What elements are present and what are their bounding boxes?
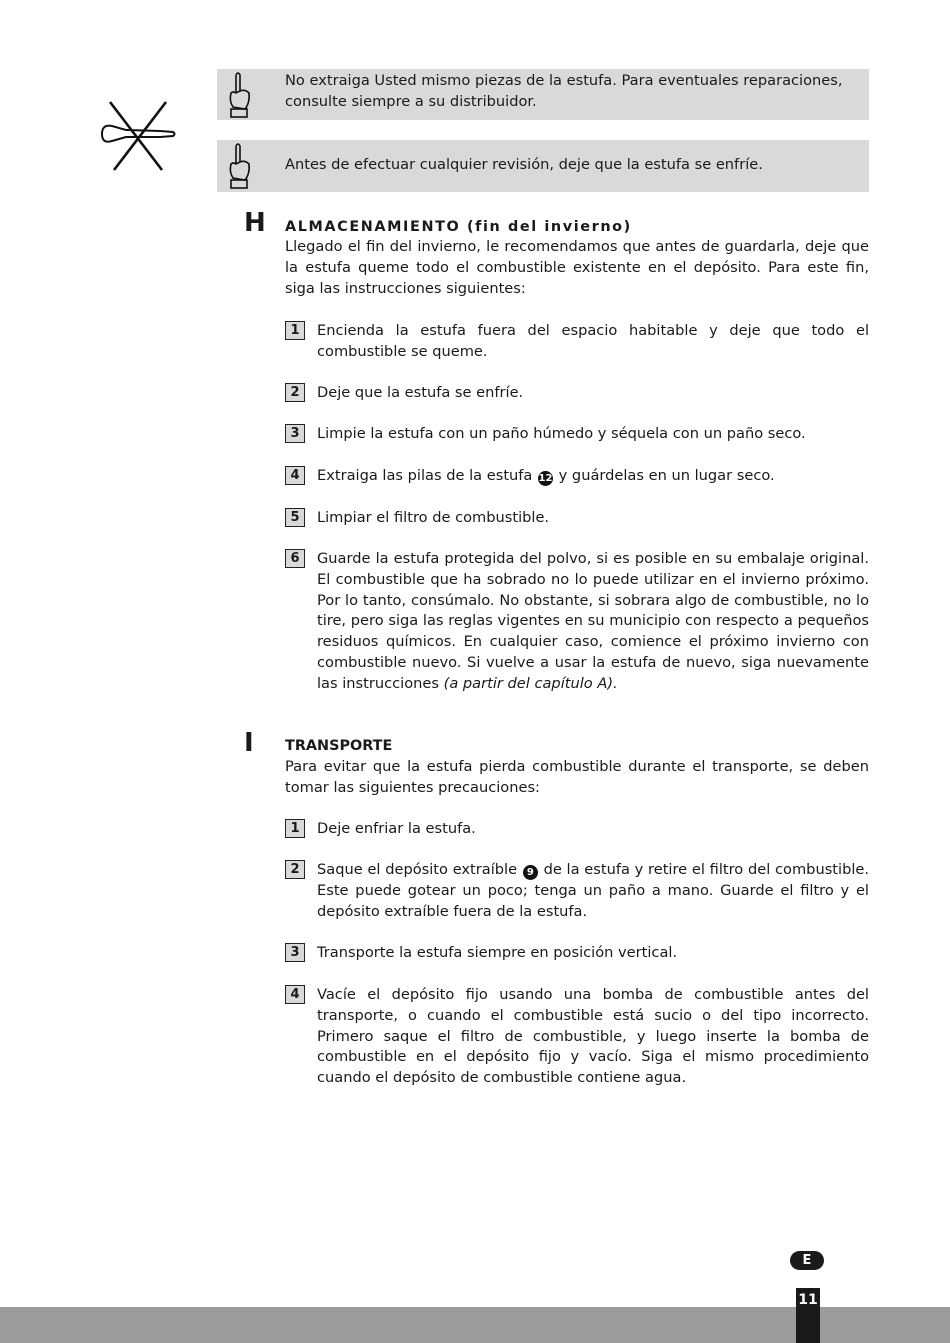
step-number: 4	[285, 466, 305, 485]
list-item	[285, 860, 869, 922]
list-item	[285, 321, 869, 363]
section-title: ALMACENAMIENTO (fin del invierno)	[285, 219, 632, 235]
reference-number-badge: 12	[538, 473, 553, 484]
step-text: Vacíe el depósito fijo usando una bomba de combustible antes del transporte, o cuando el combustible está sucio o del tipo incorrecto. Primero saque el filtro de combustible, y luego inserte la bomba de combustible en el depósito fijo y vacío. Siga el mismo procedimiento cuando el depósito de combustible contiene agua.	[317, 986, 869, 1087]
step-text	[317, 549, 869, 695]
section-title: TRANSPORTE	[285, 738, 393, 754]
list-item	[285, 424, 869, 445]
step-number: 2	[285, 860, 305, 879]
step-number: 1	[285, 819, 305, 838]
pointing-hand-icon	[225, 142, 253, 190]
step-text: Encienda la estufa fuera del espacio habitable y deje que todo el combustible se queme.	[317, 322, 869, 360]
section-letter: H	[244, 208, 266, 238]
step-text-before: Extraiga las pilas de la estufa	[317, 467, 533, 484]
step-text	[317, 466, 869, 487]
list-item	[285, 508, 869, 529]
reference-number-badge: 9	[523, 865, 538, 880]
step-number: 5	[285, 508, 305, 527]
step-text: Deje enfriar la estufa.	[317, 820, 476, 837]
step-number: 4	[285, 985, 305, 1004]
page-number: 11	[796, 1288, 820, 1343]
step-text-italic: (a partir del capítulo A).	[443, 674, 618, 692]
language-badge: E	[790, 1251, 824, 1270]
step-text	[317, 860, 869, 922]
step-number: 2	[285, 383, 305, 402]
step-text: Limpie la estufa con un paño húmedo y séquela con un paño seco.	[317, 425, 806, 442]
list-item	[285, 383, 869, 404]
step-text-after: de la estufa y retire el filtro del combustible. Este puede gotear un poco; tenga un paño a mano. Guarde el filtro y el depósito extraíble fuera de la estufa.	[317, 861, 870, 920]
section-letter: I	[244, 728, 254, 758]
warning-box-repairs	[217, 69, 869, 120]
step-text: Transporte la estufa siempre en posición vertical.	[317, 944, 678, 961]
step-number: 1	[285, 321, 305, 340]
list-item	[285, 943, 869, 964]
step-text: Limpiar el filtro de combustible.	[317, 509, 550, 526]
pointing-hand-icon	[225, 71, 253, 119]
step-number: 3	[285, 943, 305, 962]
warning-text: No extraiga Usted mismo piezas de la estufa. Para eventuales reparaciones, consulte siempre a su distribuidor.	[285, 72, 843, 110]
section-intro: Llegado el fin del invierno, le recomendamos que antes de guardarla, deje que la estufa queme todo el combustible existente en el depósito. Para este fin, siga las instrucciones siguientes:	[285, 238, 869, 297]
list-item	[285, 819, 869, 840]
step-text-main: Guarde la estufa protegida del polvo, si es posible en su embalaje original. El combustible que ha sobrado no lo puede utilizar en el invierno próximo. Por lo tanto, consúmalo. No obstante, si sobrara algo de combustible, no lo tire, pero siga las reglas vigentes en su municipio con respecto a pequeños residuos químicos. En cualquier caso, comience el próximo invierno con combustible nuevo. Si vuelve a usar la estufa de nuevo, siga nuevamente las instrucciones	[317, 550, 869, 692]
warning-text: Antes de efectuar cualquier revisión, deje que la estufa se enfríe.	[285, 156, 763, 173]
step-number: 6	[285, 549, 305, 568]
step-text-after: y guárdelas en un lugar seco.	[558, 467, 775, 484]
no-screwdriver-icon	[100, 100, 178, 172]
list-item	[285, 985, 869, 1089]
warning-box-cool-down	[217, 140, 869, 192]
list-item	[285, 466, 869, 487]
section-intro: Para evitar que la estufa pierda combustible durante el transporte, se deben tomar las siguientes precauciones:	[285, 758, 869, 796]
step-number: 3	[285, 424, 305, 443]
list-item	[285, 549, 869, 695]
step-text: Deje que la estufa se enfríe.	[317, 384, 524, 401]
step-text-before: Saque el depósito extraíble	[317, 861, 518, 878]
